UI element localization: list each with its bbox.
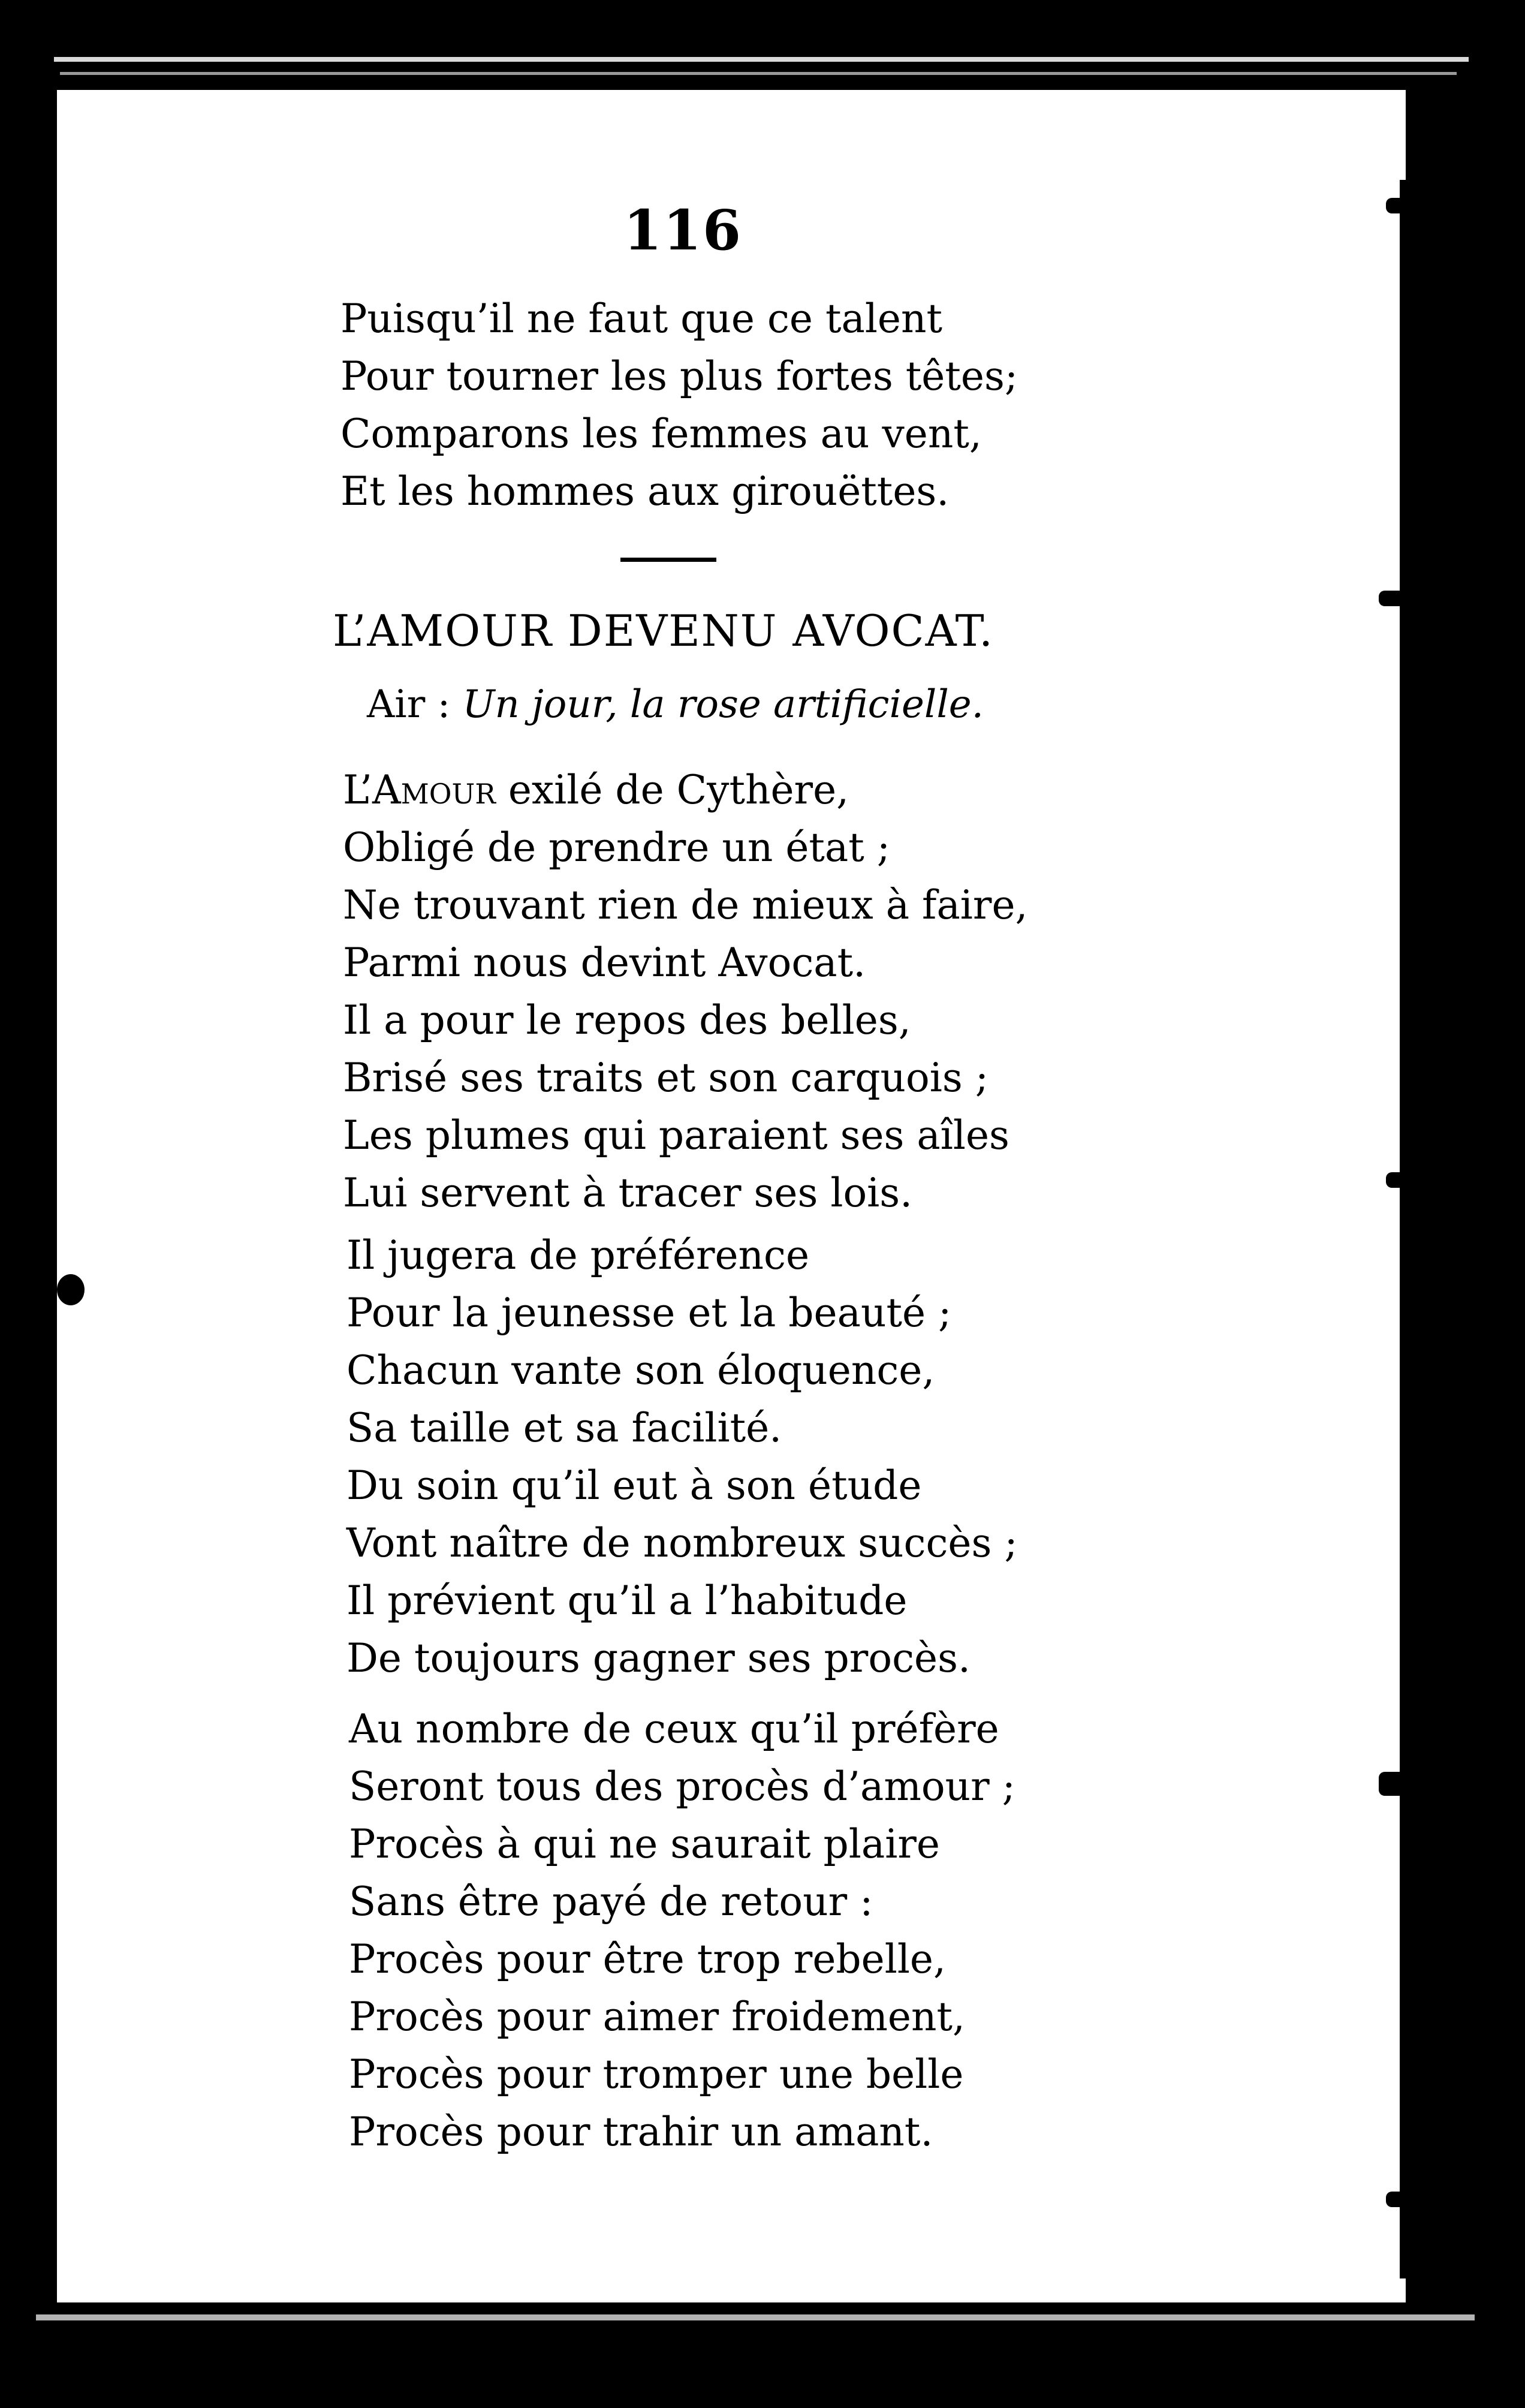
verse-line: Parmi nous devint Avocat. [343, 940, 866, 986]
verse-line: Pour tourner les plus fortes têtes; [340, 353, 1018, 399]
verse-line: Procès pour être trop rebelle, [349, 1936, 946, 1982]
verse-line [343, 761, 1028, 819]
song-title: L’AMOUR DEVENU AVOCAT. [333, 606, 994, 656]
spine-clip [1379, 591, 1445, 606]
first-line-rest: exilé de Cythère, [495, 767, 849, 813]
verse-line: Sans être payé de retour : [349, 1879, 873, 1925]
verse-line: Pour la jeunesse et la beauté ; [346, 1290, 952, 1336]
air-line [367, 682, 984, 727]
verse-line: Il jugera de préférence [346, 1232, 810, 1278]
verse-line: Au nombre de ceux qu’il préfère [349, 1706, 999, 1752]
spine-clip [1386, 198, 1422, 213]
spine-clip [1386, 1172, 1422, 1188]
verse-line: Comparons les femmes au vent, [340, 411, 982, 457]
verse-line: Et les hommes aux girouëttes. [340, 468, 950, 514]
verse-line: Procès à qui ne saurait plaire [349, 1821, 940, 1867]
verse-line: Il a pour le repos des belles, [343, 997, 911, 1043]
verse-line: Vont naître de nombreux succès ; [346, 1520, 1018, 1566]
verse-line: Procès pour trahir un amant. [349, 2109, 933, 2155]
intro-stanza [340, 290, 1018, 520]
verse-line: Ne trouvant rien de mieux à faire, [343, 882, 1028, 928]
page-number: 116 [623, 198, 743, 263]
verse-line: Chacun vante son éloquence, [346, 1347, 935, 1393]
verse-line: Brisé ses traits et son carquois ; [343, 1055, 988, 1101]
book-spine [1400, 180, 1411, 2278]
verse-line: Sa taille et sa facilité. [346, 1405, 782, 1451]
section-divider [620, 558, 716, 562]
spine-clip [1386, 2192, 1422, 2207]
verse-line: Il prévient qu’il a l’habitude [346, 1578, 908, 1624]
verse-line: Puisqu’il ne faut que ce talent [340, 296, 943, 342]
page-top-edge-inner [60, 72, 1457, 75]
page-top-edge [54, 57, 1469, 62]
air-tune: Un jour, la rose artificielle. [462, 682, 984, 727]
verse-line: Lui servent à tracer ses lois. [343, 1170, 913, 1216]
first-word: L’Amour [343, 767, 496, 813]
ink-blot [57, 1274, 85, 1305]
verse-line: Procès pour aimer froidement, [349, 1994, 965, 2040]
stanza-3 [349, 1700, 1015, 2161]
stanza-1 [343, 761, 1028, 1222]
verse-line: De toujours gagner ses procès. [346, 1635, 971, 1681]
stanza-2 [346, 1227, 1018, 1687]
verse-line: Du soin qu’il eut à son étude [346, 1462, 922, 1509]
verse-line: Seront tous des procès d’amour ; [349, 1763, 1015, 1810]
spine-clip [1379, 1772, 1445, 1796]
page-bottom-edge [36, 2314, 1475, 2320]
verse-line: Procès pour tromper une belle [349, 2051, 964, 2097]
verse-line: Obligé de prendre un état ; [343, 824, 891, 871]
air-label: Air : [367, 682, 451, 727]
verse-line: Les plumes qui paraient ses aîles [343, 1112, 1009, 1158]
